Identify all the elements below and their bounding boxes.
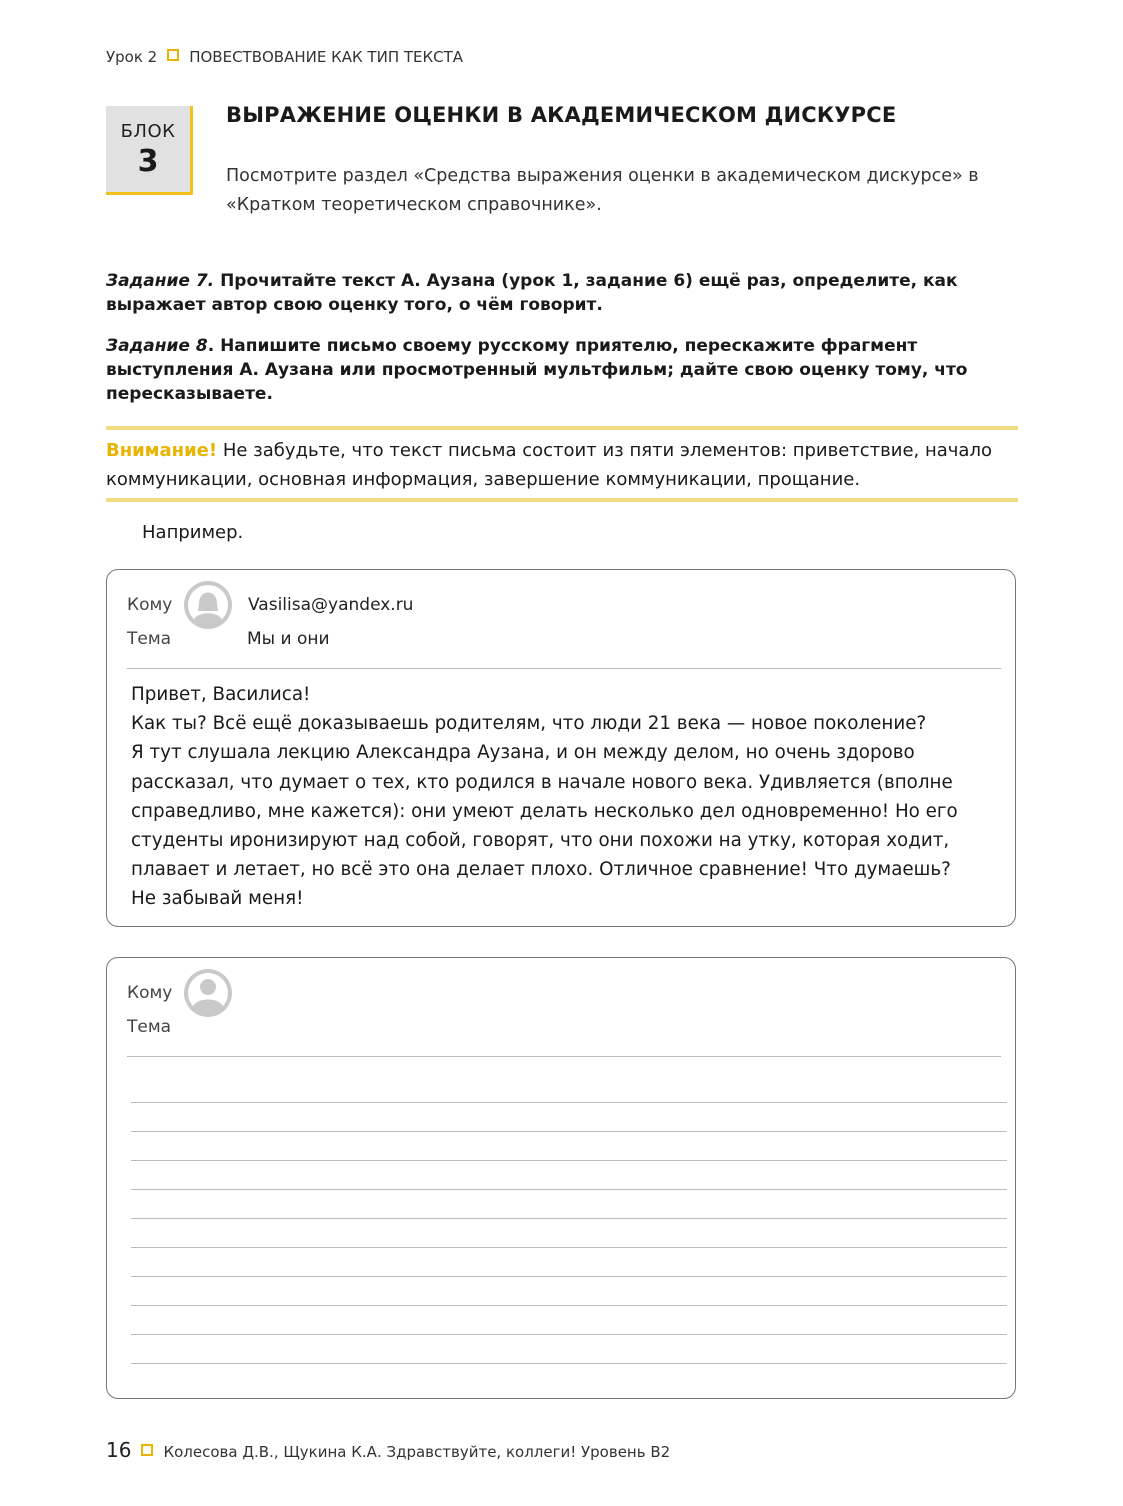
male-avatar-icon [183,968,233,1018]
lesson-label: Урок 2 [106,48,158,66]
block-badge [106,106,193,195]
attention-note [106,426,1018,502]
subject-label: Тема [127,1017,172,1037]
writing-line [131,1189,1007,1190]
letter-line: студенты иронизируют над собой, говорят, что они похожи на утку, которая ходит, [131,830,950,852]
block-title: ВЫРАЖЕНИЕ ОЦЕНКИ В АКАДЕМИЧЕСКОМ ДИСКУРСЕ [226,103,897,127]
letter-line: Не забывай меня! [131,888,304,910]
writing-line [131,1334,1007,1335]
writing-line [131,1160,1007,1161]
page-number: 16 [106,1438,132,1462]
letter-line: Как ты? Всё ещё доказываешь родителям, что люди 21 века — новое поколение? [131,713,927,735]
square-bullet-icon [141,1444,153,1456]
female-avatar-icon [183,580,233,630]
page-footer [106,1438,670,1462]
task-7-text: Прочитайте текст А. Аузана (урок 1, задание 6) ещё раз, определите, как выражает автор свою оценку того, о чём говорит. [106,271,958,315]
task-7-label: Задание 7. [106,271,215,291]
task-7 [106,269,1018,317]
subject-label: Тема [127,629,172,649]
example-label: Например. [142,522,244,543]
writing-line [131,1276,1007,1277]
header-divider [127,1056,1001,1057]
attention-text: Не забудьте, что текст письма состоит из пяти элементов: приветствие, начало коммуникации, основная информация, завершение коммуникации, прощание. [106,440,992,490]
book-citation: Колесова Д.В., Щукина К.А. Здравствуйте, коллеги! Уровень В2 [163,1443,671,1461]
writing-line [131,1363,1007,1364]
writing-line [131,1131,1007,1132]
block-note: Посмотрите раздел «Средства выражения оценки в академическом дискурсе» в «Кратком теоретическом справочнике». [226,166,979,215]
lesson-topic: ПОВЕСТВОВАНИЕ КАК ТИП ТЕКСТА [189,48,464,66]
square-bullet-icon [167,49,179,61]
block-label: БЛОК [120,121,176,142]
letter-line: Я тут слушала лекцию Александра Аузана, и он между делом, но очень здорово [131,742,915,764]
to-label: Кому [127,983,173,1003]
letter-line: плавает и летает, но всё это она делает плохо. Отличное сравнение! Что думаешь? [131,859,951,881]
email-example-card [106,569,1016,927]
writing-line [131,1218,1007,1219]
to-label: Кому [127,595,173,615]
task-8-label: Задание 8 [106,336,208,356]
letter-body [131,680,991,914]
task-8 [106,334,1018,406]
writing-line [131,1102,1007,1103]
letter-line: Привет, Василиса! [131,684,311,705]
header-divider [127,668,1001,669]
task-8-text: . Напишите письмо своему русскому приятелю, перескажите фрагмент выступления А. Аузана или просмотренный мультфильм; дайте свою оценку тому, что пересказываете. [106,336,968,404]
running-header [106,48,463,66]
writing-line [131,1305,1007,1306]
subject-value: Мы и они [247,629,330,649]
email-blank-card [106,957,1016,1399]
letter-line: справедливо, мне кажется): они умеют делать несколько дел одновременно! Но его [131,800,958,822]
block-number: 3 [137,144,159,179]
to-value: Vasilisa@yandex.ru [248,595,414,615]
letter-line: рассказал, что думает о тех, кто родился в начале нового века. Удивляется (вполне [131,771,953,793]
attention-label: Внимание! [106,440,218,461]
writing-line [131,1247,1007,1248]
